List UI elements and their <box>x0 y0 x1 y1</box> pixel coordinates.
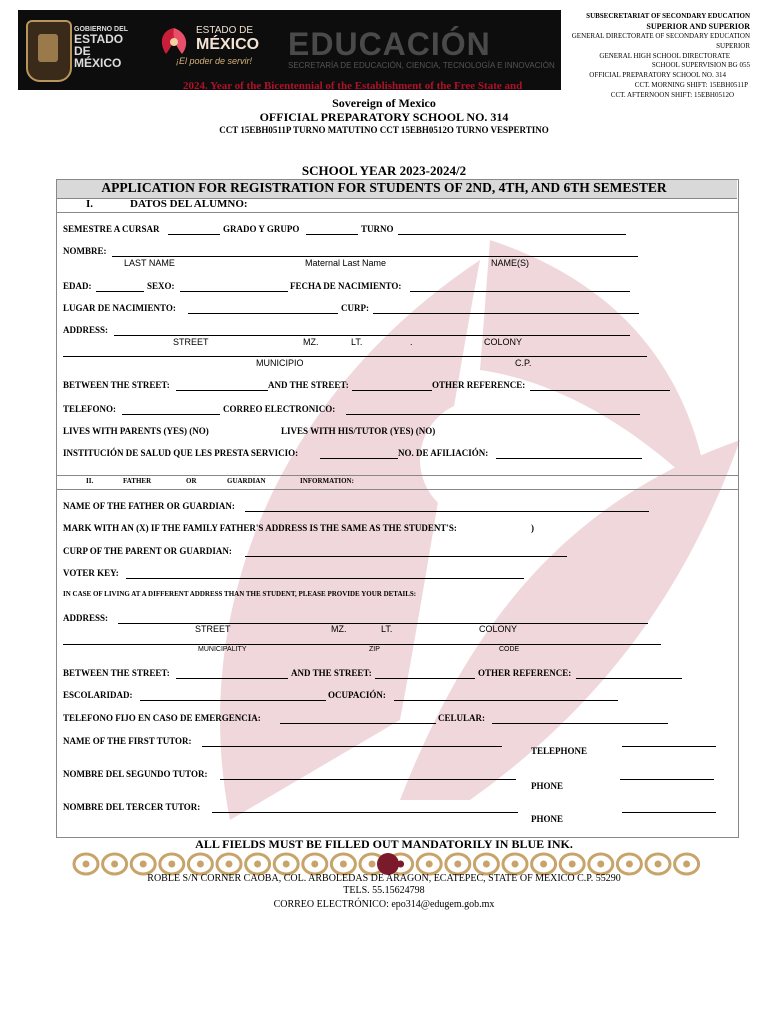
correo-label: CORREO ELECTRONICO: <box>223 404 336 414</box>
last-name-caption: LAST NAME <box>124 258 175 268</box>
in-case-note: IN CASE OF LIVING AT A DIFFERENT ADDRESS THAN THE STUDENT, PLEASE PROVIDE YOUR DETAILS: <box>63 590 417 598</box>
curp-parent-field[interactable] <box>245 556 567 557</box>
ocupacion-label: OCUPACIÓN: <box>328 690 386 700</box>
ornament-dot <box>454 861 461 868</box>
ornament-dot <box>340 861 347 868</box>
address-line2-field[interactable] <box>63 356 647 357</box>
ornament-dot <box>597 861 604 868</box>
section2-top-divider <box>56 475 738 476</box>
section2-number: II. <box>86 477 94 485</box>
flower-icon <box>154 24 194 58</box>
sexo-label: SEXO: <box>147 281 175 291</box>
address-label: ADDRESS: <box>63 325 109 335</box>
municipality-caption: MUNICIPALITY <box>198 646 247 653</box>
voter-field[interactable] <box>126 578 524 579</box>
right-line-6: OFFICIAL PREPARATORY SCHOOL NO. 314 <box>589 71 726 79</box>
celular-label: CELULAR: <box>438 713 486 723</box>
gobierno-logo <box>74 26 136 69</box>
phone2-label: PHONE <box>531 814 564 824</box>
municipio-caption: MUNICIPIO <box>256 358 304 368</box>
ornament-dot <box>111 861 118 868</box>
names-caption: NAME(S) <box>491 258 529 268</box>
name-father-label: NAME OF THE FATHER OR GUARDIAN: <box>63 501 235 511</box>
school-year: SCHOOL YEAR 2023-2024/2 <box>301 163 467 178</box>
phone2-field[interactable] <box>622 812 716 813</box>
ornament-dot <box>283 861 290 868</box>
segundo-tutor-label: NOMBRE DEL SEGUNDO TUTOR: <box>63 769 208 779</box>
gob-small: GOBIERNO DEL <box>74 26 129 33</box>
ornament-dot <box>426 861 433 868</box>
tel-emerg-field[interactable] <box>280 723 436 724</box>
edad-field[interactable] <box>96 291 144 292</box>
segundo-tutor-field[interactable] <box>220 779 516 780</box>
turno-label: TURNO <box>361 224 394 234</box>
section2-word-father: FATHER <box>123 477 152 485</box>
between2-label: BETWEEN THE STREET: <box>63 668 170 678</box>
cct-line: CCT 15EBH0511P TURNO MATUTINO CCT 15EBH0512O TURNO VESPERTINO <box>219 125 549 135</box>
lt-caption: LT. <box>351 337 363 347</box>
code-caption: CODE <box>499 646 520 653</box>
other-ref-label: OTHER REFERENCE: <box>432 380 526 390</box>
and-street-label: AND THE STREET: <box>268 380 349 390</box>
state-seal-icon <box>26 20 72 82</box>
tercer-tutor-label: NOMBRE DEL TERCER TUTOR: <box>63 802 201 812</box>
ocupacion-field[interactable] <box>394 700 618 701</box>
street2-caption: STREET <box>195 624 231 634</box>
colony-caption: COLONY <box>484 337 523 347</box>
and-street2-field[interactable] <box>375 678 475 679</box>
curp-parent-label: CURP OF THE PARENT OR GUARDIAN: <box>63 546 232 556</box>
section2-word-or: OR <box>186 477 197 485</box>
gob-line2: ESTADO DE <box>74 32 124 58</box>
first-tutor-field[interactable] <box>202 746 502 747</box>
nombre-field[interactable] <box>112 256 638 257</box>
school-name: OFFICIAL PREPARATORY SCHOOL NO. 314 <box>259 110 509 124</box>
dot-caption: . <box>410 337 413 347</box>
right-line-0: SUBSECRETARIAT OF SECONDARY EDUCATION <box>586 12 750 20</box>
afiliacion-label: NO. DE AFILIACIÓN: <box>398 448 489 458</box>
lives-parents-label: LIVES WITH PARENTS (YES) (NO) <box>63 426 209 436</box>
between-label: BETWEEN THE STREET: <box>63 380 170 390</box>
ornament-dot <box>569 861 576 868</box>
section2-word-guardian: GUARDIAN <box>227 477 266 485</box>
curp-field[interactable] <box>373 313 639 314</box>
edomex-slogan: ¡El poder de servir! <box>176 56 253 66</box>
and-street-field[interactable] <box>352 390 432 391</box>
other-ref2-label: OTHER REFERENCE: <box>478 668 572 678</box>
right-line-8: CCT. AFTERNOON SHIFT: 15EBH0512O <box>610 91 734 99</box>
section2-bottom-divider <box>56 489 738 490</box>
educacion-subtitle: SECRETARÍA DE EDUCACIÓN, CIENCIA, TECNOLOGÍA E INNOVACIÓN <box>288 61 555 70</box>
mz2-caption: MZ. <box>331 624 347 634</box>
grado-label: GRADO Y GRUPO <box>223 224 300 234</box>
ornament-dot <box>540 861 547 868</box>
nombre-label: NOMBRE: <box>63 246 107 256</box>
fecha-field[interactable] <box>410 291 630 292</box>
escolaridad-label: ESCOLARIDAD: <box>63 690 133 700</box>
gob-line3: MÉXICO <box>74 56 122 70</box>
section2-word-information: INFORMATION: <box>300 477 354 485</box>
footer-email: CORREO ELECTRÓNICO: epo314@edugem.gob.mx <box>273 899 495 910</box>
section1-number: I. <box>86 198 94 210</box>
lives-tutor-label: LIVES WITH HIS/TUTOR (YES) (NO) <box>281 426 436 436</box>
semestre-label: SEMESTRE A CURSAR <box>63 224 160 234</box>
telefono-label: TELEFONO: <box>63 404 117 414</box>
ornament-dot <box>197 861 204 868</box>
ornament-dot <box>83 861 90 868</box>
bicentennial-banner: 2024. Year of the Bicentennial of the Establishment of the Free State and <box>183 80 523 92</box>
street-caption: STREET <box>173 337 209 347</box>
telefono-field[interactable] <box>122 414 220 415</box>
tel-emerg-label: TELEFONO FIJO EN CASO DE EMERGENCIA: <box>63 713 261 723</box>
ornament-dot <box>483 861 490 868</box>
other-ref2-field[interactable] <box>576 678 682 679</box>
fecha-label: FECHA DE NACIMIENTO: <box>290 281 402 291</box>
section1-divider <box>56 212 738 213</box>
celular-field[interactable] <box>492 723 668 724</box>
voter-label: VOTER KEY: <box>63 568 119 578</box>
turno-field[interactable] <box>398 234 626 235</box>
edomex-top: ESTADO DE <box>196 25 254 36</box>
right-line-4: GENERAL HIGH SCHOOL DIRECTORATE <box>599 52 730 60</box>
footer-address: ROBLE S/N CORNER CAOBA, COL. ARBOLEDAS DE ARAGON, ECATEPEC, STATE OF MEXICO C.P. 55290 <box>147 873 621 884</box>
lugar-field[interactable] <box>188 313 338 314</box>
ornament-dot <box>512 861 519 868</box>
address2-label: ADDRESS: <box>63 613 109 623</box>
ornament-dot <box>626 861 633 868</box>
tercer-tutor-field[interactable] <box>212 812 518 813</box>
lugar-label: LUGAR DE NACIMIENTO: <box>63 303 176 313</box>
institucion-label: INSTITUCIÓN DE SALUD QUE LES PRESTA SERVICIO: <box>63 448 299 458</box>
semestre-field[interactable] <box>168 234 220 235</box>
name-father-field[interactable] <box>245 511 649 512</box>
ornament-dot <box>226 861 233 868</box>
curp-label: CURP: <box>341 303 369 313</box>
mz-caption: MZ. <box>303 337 319 347</box>
lt2-caption: LT. <box>381 624 393 634</box>
cp-caption: C.P. <box>515 358 532 368</box>
phone1-label: PHONE <box>531 781 564 791</box>
edomex-logo <box>150 22 270 72</box>
section1-title: DATOS DEL ALUMNO: <box>130 198 248 210</box>
mandatory-note: ALL FIELDS MUST BE FILLED OUT MANDATORILY IN BLUE INK. <box>195 837 573 851</box>
other-ref-field[interactable] <box>530 390 670 391</box>
institucion-field[interactable] <box>320 458 398 459</box>
and-street2-label: AND THE STREET: <box>291 668 372 678</box>
maternal-caption: Maternal Last Name <box>305 258 387 268</box>
ornament-center-flower <box>377 853 399 875</box>
edomex-main: MÉXICO <box>196 36 260 53</box>
escolaridad-field[interactable] <box>140 700 326 701</box>
right-line-2: GENERAL DIRECTORATE OF SECONDARY EDUCATION <box>571 32 750 40</box>
grado-field[interactable] <box>306 234 358 235</box>
zip-caption: ZIP <box>369 646 380 653</box>
between-field[interactable] <box>176 390 268 391</box>
between2-field[interactable] <box>176 678 288 679</box>
educacion-logo: EDUCACIÓN <box>288 26 491 62</box>
right-line-3: SUPERIOR <box>716 42 750 50</box>
ornament-dot <box>655 861 662 868</box>
telephone-field[interactable] <box>622 746 716 747</box>
ornament-dot <box>369 861 376 868</box>
mark-x-paren[interactable]: ) <box>531 523 534 533</box>
ornament-dot <box>168 861 175 868</box>
first-tutor-label: NAME OF THE FIRST TUTOR: <box>63 736 192 746</box>
telephone-label: TELEPHONE <box>531 746 588 756</box>
mark-x-label: MARK WITH AN (X) IF THE FAMILY FATHER'S ADDRESS IS THE SAME AS THE STUDENT'S: <box>63 523 457 533</box>
sexo-field[interactable] <box>180 291 288 292</box>
address-field[interactable] <box>114 335 630 336</box>
phone1-field[interactable] <box>620 779 714 780</box>
colony2-caption: COLONY <box>479 624 518 634</box>
ornament-dot <box>311 861 318 868</box>
afiliacion-field[interactable] <box>496 458 642 459</box>
footer-tels: TELS. 55.15624798 <box>343 885 425 896</box>
form-title: APPLICATION FOR REGISTRATION FOR STUDENTS OF 2ND, 4TH, AND 6TH SEMESTER <box>101 180 667 195</box>
right-line-1: SUPERIOR AND SUPERIOR <box>646 22 750 31</box>
ornament-dot <box>254 861 261 868</box>
ornament-dot <box>140 861 147 868</box>
address2-line2-field[interactable] <box>63 644 661 645</box>
sovereign-line: Sovereign of Mexico <box>332 96 436 110</box>
correo-field[interactable] <box>346 414 640 415</box>
ornament-dot <box>683 861 690 868</box>
edad-label: EDAD: <box>63 281 92 291</box>
right-line-5: SCHOOL SUPERVISION BG 055 <box>651 61 750 69</box>
right-line-7: CCT. MORNING SHIFT: 15EBH0511P <box>634 81 748 89</box>
